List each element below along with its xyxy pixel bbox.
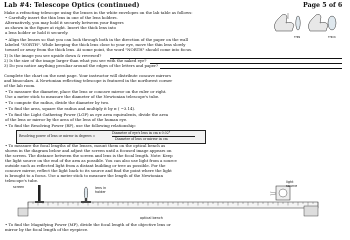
resolving-power-formula — [16, 130, 206, 144]
intro-line-2: and binoculars. A Newtonian reflecting telescope is featured in the northwest corner — [4, 78, 173, 83]
final-line-1: • To find the Magnifying Power (MP), divide the focal length of the objective lens or — [5, 222, 171, 227]
intro-line-3: of the lab room. — [4, 83, 36, 88]
answer-3-line[interactable] — [160, 65, 342, 69]
bullet-line-1: • To measure the diameter, place the lens or concave mirror on the ruler or right. — [5, 89, 167, 94]
bullet-line-5: • To find the Light Gathering Power (LGP) as eye area equivalents, divide the area — [5, 112, 169, 117]
screen-label: screen — [13, 185, 25, 189]
final-line-2: mirror by the focal length of the eyepiece. — [5, 227, 89, 232]
bullet-line-6: of the lens or mirror by the area of the lens of the human eye. — [5, 117, 128, 122]
question-2: 2) Is the size of the image larger than what you see with the naked eye? — [4, 58, 147, 63]
focal-line-3: the screen. The distance between the screen and lens is the focal length. Note: Keep — [5, 153, 173, 158]
focal-line-1: • To measure the focal lengths of the lenses, mount them on the optical bench as — [5, 143, 166, 148]
bullet-line-4: • To find the area, square the radius and multiply it by π ( ~3.14). — [5, 106, 136, 111]
instructions-line-3: Alternatively, you may hold it securely between your fingers — [5, 20, 124, 25]
question-3: 3) Do you notice anything peculiar around the edges of the letters and paper? — [4, 63, 159, 68]
question-1-text: 1) Is the image you see upside down & reversed? — [4, 53, 102, 58]
formula-denominator: Diameter of lens or mirror in cm — [112, 136, 195, 141]
formula-left: Resolving power of lens or mirror in degrees = — [19, 134, 96, 138]
focal-line-7: is brought to a focus. Use a meter stick to measure the length of the Newtonian — [5, 173, 163, 178]
answer-2-line[interactable] — [150, 60, 342, 64]
bullet-line-7: • To find the Resolving Power (RP), use the following relationship: — [5, 123, 136, 128]
light-source-label: light source — [286, 180, 298, 188]
focal-line-2: shown in the diagram below and adjust the screen until a focused image appears on — [5, 148, 172, 153]
lens-holding-figure — [268, 11, 346, 37]
thick-lens-label: THICK — [328, 36, 336, 39]
focal-line-8: telescope's tube. — [5, 178, 39, 183]
focal-line-6: concave mirror, reflect the light back to its source and find the point where the light — [5, 168, 172, 173]
instructions-line-2: • Carefully insert the thin lens in one of the lens holders. — [5, 15, 118, 20]
focal-line-4: the light source on the end of the arm as possible. You can also use light from a source — [5, 158, 177, 163]
bullet-line-2: Use a meter stick to measure the diameter of the Newtonian telescope's tube. — [5, 94, 160, 99]
instructions-line-4: as shown in the figure at right. Insert the thick lens into — [5, 25, 116, 30]
instructions-line-6: • Align the lenses so that you can look through both in the direction of the paper on the wall — [5, 37, 188, 42]
page-number: Page 5 of 6 — [303, 2, 343, 9]
bullet-line-3: • To compute the radius, divide the diameter by two. — [5, 100, 110, 105]
instructions-line-5: a lens holder or hold it securely. — [5, 30, 69, 35]
page-title: Lab #4: Telescope Optics (continued) — [4, 2, 140, 9]
instructions-line-1: Make a refracting telescope using the lenses in the white envelopes on the lab table as follows: — [4, 10, 193, 15]
intro-line-1: Complete the chart on the next page. Your instructor will distribute concave mirrors — [4, 73, 171, 78]
lens-holder-label: lens in holder — [95, 186, 107, 194]
thin-lens-label: THIN — [294, 36, 301, 39]
instructions-line-7: labeled "NORTH". While keeping the thick lens close to your eye, move the thin lens slowly — [5, 42, 186, 47]
formula-numerator: Diameter of eye's lens in cm x 0.02° — [112, 131, 171, 135]
focal-line-5: outside such as reflected light from a distant building or tree as possible. For the — [5, 163, 166, 168]
instructions-line-8: toward or away from the thick lens. At some point, the word "NORTH" should come into focus. — [5, 47, 193, 52]
optical-bench-label: optical bench — [140, 216, 163, 220]
